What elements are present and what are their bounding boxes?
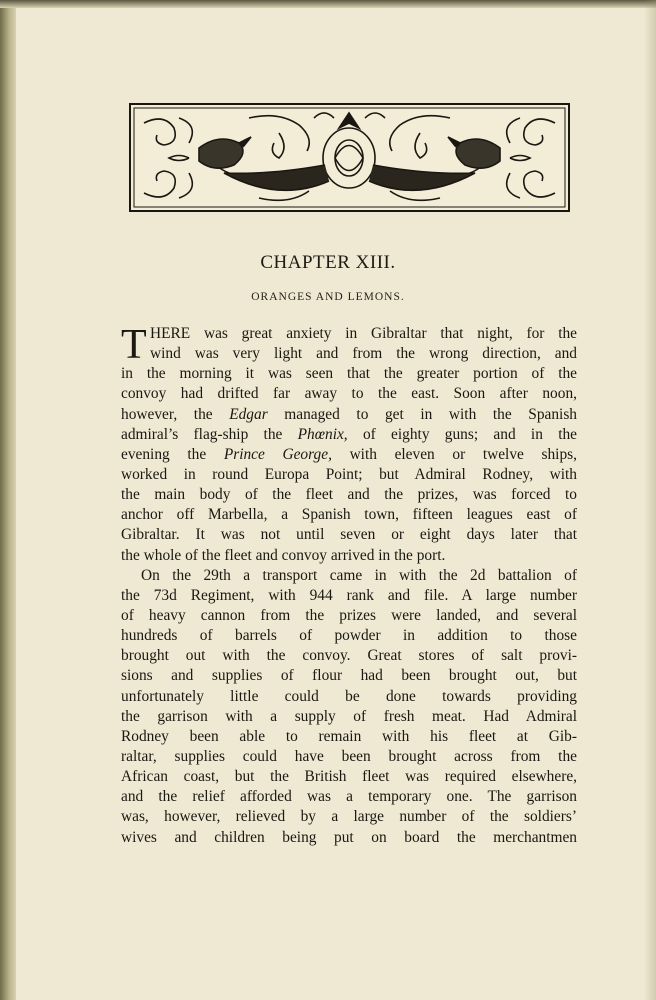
text-run: and the relief afforded was a temporary one. The garrison: [121, 788, 577, 806]
text-line: [121, 586, 577, 606]
drop-cap: T: [121, 322, 147, 368]
text-line: [121, 606, 577, 626]
text-line: [121, 767, 577, 787]
text-line: [121, 727, 577, 747]
page-binding-edge: [0, 0, 16, 1000]
text-run: Gibraltar. It was not until seven or eight days later that: [121, 526, 577, 544]
text-run: hundreds of barrels of powder in addition to those: [121, 627, 577, 645]
text-line: [121, 646, 577, 666]
text-run: the garrison with a supply of fresh meat. Had Admiral: [121, 707, 577, 725]
text-run: wind was very light and from the wrong direction, and: [150, 345, 577, 363]
text-run: worked in round Europa Point; but Admiral Rodney, with: [121, 465, 577, 483]
text-line: [121, 546, 577, 566]
text-run: in the morning it was seen that the greater portion of the: [121, 365, 577, 383]
text-run: sions and supplies of flour had been brought out, but: [121, 667, 577, 685]
text-run: with eleven or twelve ships,: [331, 445, 577, 463]
text-run: admiral’s flag-ship the: [121, 425, 298, 443]
text-run: the main body of the fleet and the prizes, was forced to: [121, 486, 577, 504]
text-run: wives and children being put on board the merchantmen: [121, 828, 577, 846]
body-text: [121, 324, 577, 848]
text-line: [121, 666, 577, 686]
text-run: was, however, relieved by a large number of the soldiers’: [121, 808, 577, 826]
text-line: [121, 445, 577, 465]
italic-ship-name: Prince George,: [223, 445, 332, 463]
text-line: [121, 344, 577, 364]
text-run: however, the: [121, 405, 230, 423]
ornamental-headpiece-icon: [129, 103, 570, 212]
text-run: African coast, but the British fleet was required elsewhere,: [121, 768, 577, 786]
text-run: anchor off Marbella, a Spanish town, fifteen leagues east of: [121, 506, 577, 524]
text-run: unfortunately little could be done towards providing: [121, 687, 577, 705]
text-line: [121, 687, 577, 707]
text-run: raltar, supplies could have been brought across from the: [121, 747, 577, 765]
page-right-shade: [644, 0, 656, 1000]
text-line: [121, 828, 577, 848]
chapter-title: CHAPTER XIII.: [260, 252, 396, 273]
text-run: brought out with the convoy. Great stores of salt provi-: [121, 647, 577, 665]
text-line: [121, 626, 577, 646]
text-line: [121, 787, 577, 807]
text-line: [121, 425, 577, 445]
text-line: [121, 324, 577, 344]
text-run: the 73d Regiment, with 944 rank and file. A large number: [121, 586, 577, 604]
text-run: evening the: [121, 445, 224, 463]
chapter-subtitle: ORANGES AND LEMONS.: [251, 291, 405, 303]
text-run: managed to get in with the Spanish: [267, 405, 578, 423]
italic-ship-name: Edgar: [229, 405, 268, 423]
text-run: of eighty guns; and in the: [347, 425, 577, 443]
text-line: [121, 525, 577, 545]
text-line: [121, 384, 577, 404]
text-line: [121, 485, 577, 505]
text-line: [121, 405, 577, 425]
text-line: [121, 465, 577, 485]
text-run: the whole of the fleet and convoy arrived in the port.: [121, 546, 446, 564]
text-line: [121, 505, 577, 525]
italic-ship-name: Phœnix,: [297, 425, 348, 443]
text-line: [121, 707, 577, 727]
text-line: [121, 807, 577, 827]
text-run: of heavy cannon from the prizes were landed, and several: [121, 606, 577, 624]
text-run: On the 29th a transport came in with the 2d battalion of: [141, 566, 577, 584]
text-run: HERE was great anxiety in Gibraltar that night, for the: [150, 325, 577, 342]
text-run: Rodney been able to remain with his fleet at Gib-: [121, 727, 577, 745]
page-top-edge: [0, 0, 656, 8]
text-line: [121, 364, 577, 384]
text-run: convoy had drifted far away to the east. Soon after noon,: [121, 385, 577, 403]
text-line: [121, 566, 577, 586]
text-line: [121, 747, 577, 767]
